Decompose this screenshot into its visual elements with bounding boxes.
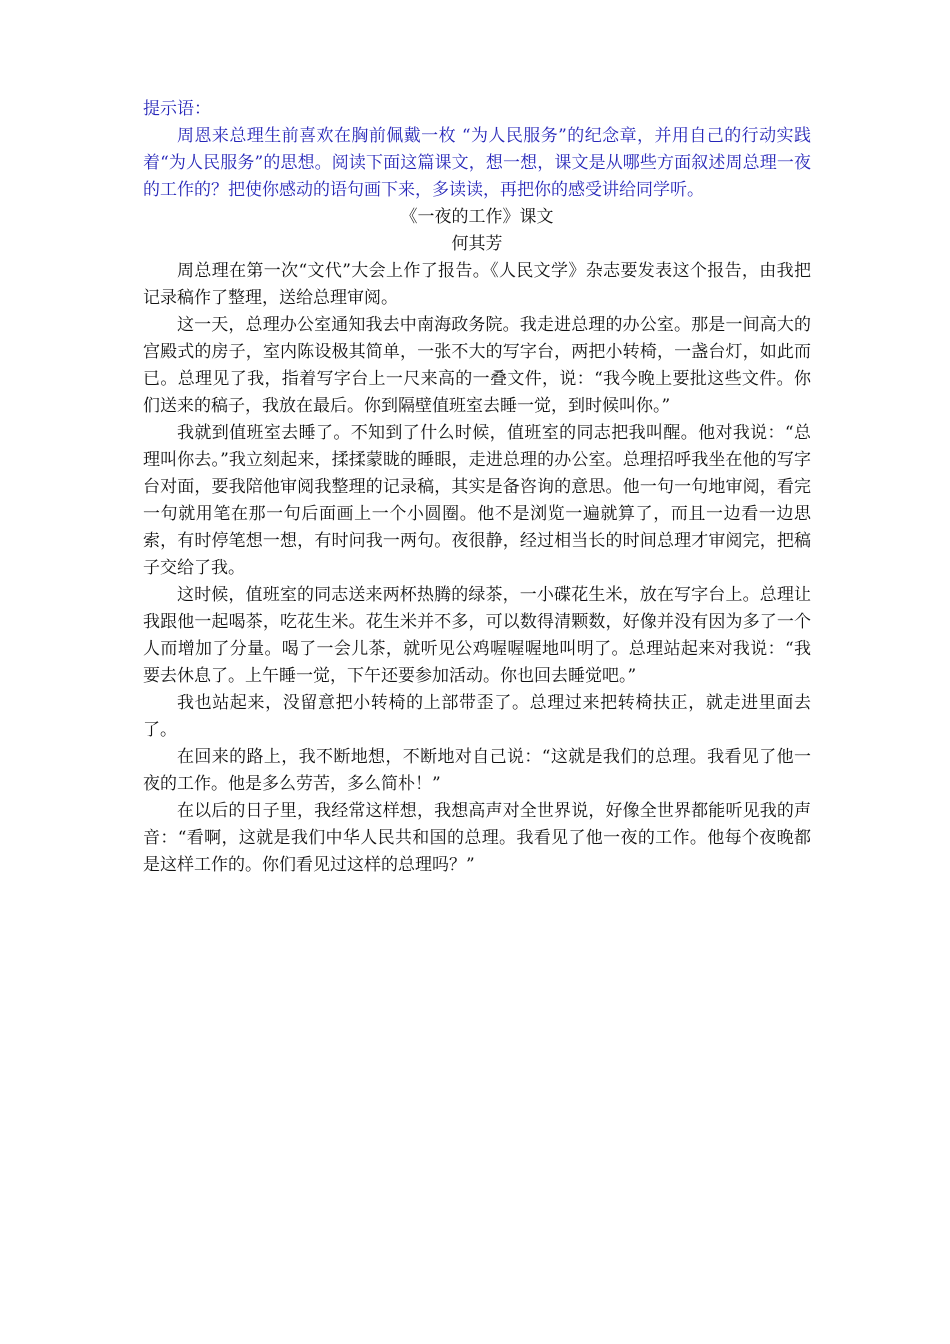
article-paragraph-5: 我也站起来，没留意把小转椅的上部带歪了。总理过来把转椅扶正，就走进里面去了。 [143, 693, 811, 740]
article-paragraph-3: 我就到值班室去睡了。不知到了什么时候，值班室的同志把我叫醒。他对我说：“总理叫你去。”我立刻起来，揉揉蒙眬的睡眼，走进总理的办公室。总理招呼我坐在他的写字台对面，要我陪他审阅我整理的记录稿，其实是备咨询的意思。他一句一句地审阅，看完一句就用笔在那一句后面画上一个小圆圈。他不是浏览一遍就算了，而且一边看一边思索，有时停笔想一想，有时问我一两句。夜很静，经过相当长的时间总理才审阅完，把稿子交给了我。 [143, 423, 811, 578]
article-paragraph-2: 这一天，总理办公室通知我去中南海政务院。我走进总理的办公室。那是一间高大的宫殿式的房子，室内陈设极其简单，一张不大的写字台，两把小转椅，一盏台灯，如此而已。总理见了我，指着写字台上一尺来高的一叠文件，说：“我今晚上要批这些文件。你们送来的稿子，我放在最后。你到隔壁值班室去睡一觉，到时候叫你。” [143, 315, 811, 416]
article-paragraph-7: 在以后的日子里，我经常这样想，我想高声对全世界说，好像全世界都能听见我的声音：“看啊，这就是我们中华人民共和国的总理。我看见了他一夜的工作。他每个夜晚都是这样工作的。你们看见过这样的总理吗？” [143, 801, 811, 875]
hint-paragraph: 周恩来总理生前喜欢在胸前佩戴一枚 “为人民服务”的纪念章，并用自己的行动实践着“为人民服务”的思想。阅读下面这篇课文，想一想，课文是从哪些方面叙述周总理一夜的工作的？把使你感动的语句画下来，多读读，再把你的感受讲给同学听。 [143, 126, 811, 200]
hint-label: 提示语： [143, 99, 211, 119]
article-paragraph-1: 周总理在第一次“文代”大会上作了报告。《人民文学》杂志要发表这个报告，由我把记录稿作了整理，送给总理审阅。 [143, 261, 811, 308]
article-paragraph-4: 这时候，值班室的同志送来两杯热腾的绿茶，一小碟花生米，放在写字台上。总理让我跟他一起喝茶，吃花生米。花生米并不多，可以数得清颗数，好像并没有因为多了一个人而增加了分量。喝了一会儿茶，就听见公鸡喔喔喔地叫明了。总理站起来对我说：“我要去休息了。上午睡一觉，下午还要参加活动。你也回去睡觉吧。” [143, 585, 811, 686]
article-author: 何其芳 [451, 234, 503, 254]
article-paragraph-6: 在回来的路上，我不断地想，不断地对自己说：“这就是我们的总理。我看见了他一夜的工作。他是多么劳苦，多么简朴！” [143, 747, 811, 794]
document-page [143, 96, 811, 879]
article-title: 《一夜的工作》课文 [400, 207, 554, 227]
